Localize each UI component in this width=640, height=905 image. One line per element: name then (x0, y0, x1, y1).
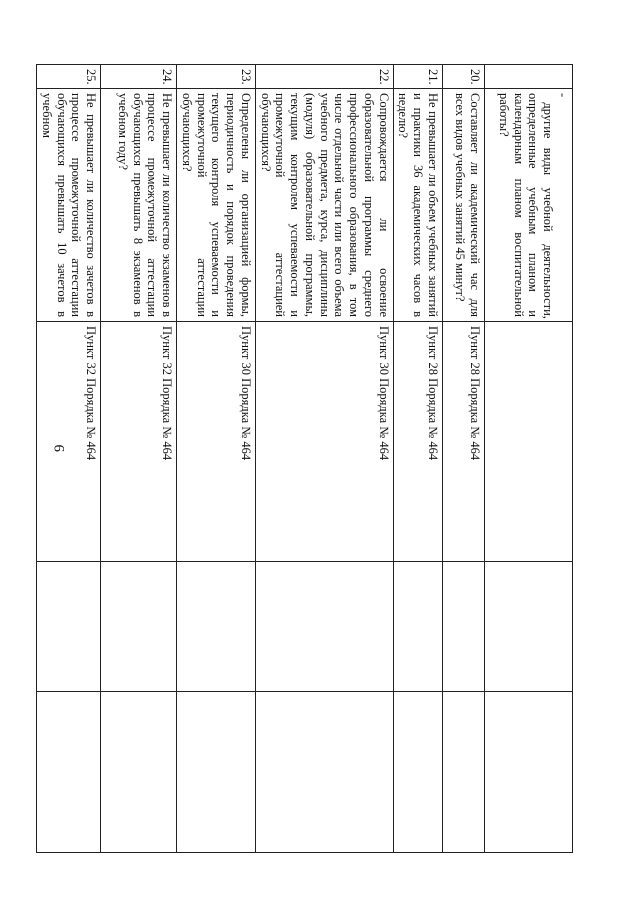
row-question: Не превышает ли объем учебных занятий и практики 36 академических часов в неделю? (393, 89, 442, 322)
row-question: Не превышает ли количество экзаменов в процессе промежуточной аттестации обучающихся превышать 8 экзаменов в учебном году? (101, 89, 177, 322)
row-number: 23. (177, 65, 256, 89)
table-row (256, 65, 394, 853)
table-row (177, 65, 256, 853)
empty-cell (443, 562, 485, 692)
row-reference: Пункт 30 Порядка № 464 (177, 322, 256, 562)
row-reference: Пункт 32 Порядка № 464 (101, 322, 177, 562)
empty-cell (177, 562, 256, 692)
row-reference: Пункт 30 Порядка № 464 (256, 322, 394, 562)
row-number: 22. (256, 65, 394, 89)
row-question: - другие виды учебной деятельности, определенные учебным планом и календарным планом воспитательной работы? (485, 89, 573, 322)
empty-cell (485, 692, 573, 853)
row-question: Сопровождается ли освоение образовательной программы среднего профессионального образования, в том числе отдельной части или всего объема учебного предмета, курса, дисциплины (модуля) образовательной программы, текущим контролем успеваемости и промежуточной аттестацией обучающихся? (256, 89, 394, 322)
row-number: 20. (443, 65, 485, 89)
row-question: Составляет ли академический час для всех видов учебных занятий 45 минут? (443, 89, 485, 322)
empty-cell (37, 692, 101, 853)
page-number: 9 (52, 444, 68, 452)
empty-cell (393, 562, 442, 692)
empty-cell (443, 692, 485, 853)
row-number: 24. (101, 65, 177, 89)
table-row (393, 65, 442, 853)
empty-cell (101, 562, 177, 692)
table-row (443, 65, 485, 853)
table-row (485, 65, 573, 853)
row-reference: Пункт 28 Порядка № 464 (443, 322, 485, 562)
table-row (101, 65, 177, 853)
empty-cell (485, 562, 573, 692)
empty-cell (256, 692, 394, 853)
empty-cell (177, 692, 256, 853)
row-number (485, 65, 573, 89)
checklist-table (40, 64, 573, 852)
empty-cell (101, 692, 177, 853)
row-reference: Пункт 32 Порядка № 464 (37, 322, 101, 562)
row-reference (485, 322, 573, 562)
empty-cell (393, 692, 442, 853)
table-row (37, 65, 101, 853)
row-number: 25. (37, 65, 101, 89)
empty-cell (256, 562, 394, 692)
empty-cell (37, 562, 101, 692)
row-reference: Пункт 28 Порядка № 464 (393, 322, 442, 562)
row-question: Определены ли организацией формы, периодичность и порядок проведения текущего контроля успеваемости и промежуточной аттестации обучающихся? (177, 89, 256, 322)
row-question: Не превышает ли количество зачетов в процессе промежуточной аттестации обучающихся превышать 10 зачетов в учебном (37, 89, 101, 322)
row-number: 21. (393, 65, 442, 89)
